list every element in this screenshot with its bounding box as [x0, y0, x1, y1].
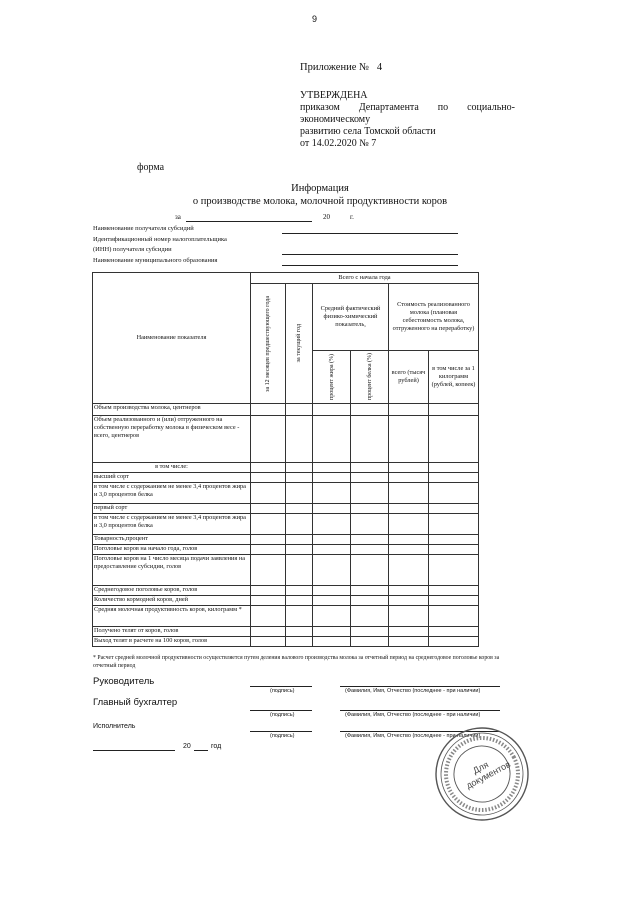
cell[interactable]	[389, 483, 429, 504]
doc-title: Информация	[291, 183, 349, 194]
cell[interactable]	[351, 483, 389, 504]
approval-line2: развитию села Томской области	[300, 126, 436, 137]
cell[interactable]	[351, 606, 389, 627]
municipality-label: Наименование муниципального образования	[93, 257, 218, 264]
cell[interactable]	[313, 637, 351, 647]
cell[interactable]	[313, 463, 351, 473]
period-year-prefix: 20	[323, 213, 330, 221]
col-fat-text: процент жира (%)	[328, 354, 335, 400]
cell[interactable]	[251, 586, 286, 596]
accountant-label: Главный бухгалтер	[93, 697, 178, 708]
stamp-seal	[432, 724, 532, 824]
cell[interactable]	[351, 473, 389, 483]
executor-signature-line[interactable]	[250, 731, 312, 732]
cell[interactable]	[429, 596, 479, 606]
cell[interactable]	[251, 627, 286, 637]
row-label: Среднегодовое поголовье коров, голов	[93, 586, 251, 596]
stamp-text: Для документов	[464, 759, 513, 791]
cell[interactable]	[351, 555, 389, 586]
group-header: Всего с начала года	[251, 273, 479, 284]
cell[interactable]	[313, 514, 351, 535]
period-field[interactable]	[186, 221, 312, 222]
cell[interactable]	[313, 416, 351, 463]
cell[interactable]	[251, 596, 286, 606]
form-label: форма	[137, 162, 165, 173]
appendix-number: 4	[376, 62, 383, 73]
col-physchem-header: Средний фактический физико-химический показатель,	[313, 284, 389, 351]
date-day-line[interactable]	[93, 750, 175, 751]
col-prev12-header	[251, 284, 286, 404]
date-year-line[interactable]	[194, 750, 208, 751]
cell[interactable]	[286, 483, 313, 504]
col-protein-text: процент белка (%)	[366, 353, 373, 401]
cell[interactable]	[251, 535, 286, 545]
executor-signature-caption: (подпись)	[270, 733, 295, 739]
cell[interactable]	[251, 555, 286, 586]
cell[interactable]	[313, 504, 351, 514]
head-name-caption: (Фамилия, Имя, Отчество (последнее - при наличии)	[345, 688, 481, 694]
row-label: Получено телят от коров, голов	[93, 627, 251, 637]
cell[interactable]	[251, 483, 286, 504]
cell[interactable]	[429, 637, 479, 647]
col-fat-header	[313, 351, 351, 404]
cell[interactable]	[389, 473, 429, 483]
row-label: в том числе:	[93, 463, 251, 473]
municipality-field[interactable]	[282, 265, 458, 266]
row-label: в том числе с содержанием не менее 3,4 процентов жира и 3,0 процентов белка	[93, 514, 251, 535]
cell[interactable]	[389, 535, 429, 545]
cell[interactable]	[251, 416, 286, 463]
page-number: 9	[312, 14, 318, 24]
cell[interactable]	[389, 596, 429, 606]
cell[interactable]	[286, 463, 313, 473]
col-current-text: за текущий год	[296, 324, 302, 363]
cell[interactable]	[429, 535, 479, 545]
cell[interactable]	[389, 463, 429, 473]
col-prev12-text: за 12 месяцев предшествующего года	[265, 295, 271, 392]
cell[interactable]	[351, 463, 389, 473]
recipient-name-label: Наименование получателя субсидий	[93, 225, 194, 232]
inn-label: Идентификационный номер налогоплательщика	[93, 236, 227, 243]
cell[interactable]	[286, 404, 313, 416]
cell[interactable]	[286, 416, 313, 463]
approval-block	[300, 90, 515, 150]
period-prefix: за	[175, 213, 181, 221]
date-year-suffix: год	[211, 743, 222, 750]
cell[interactable]	[313, 404, 351, 416]
cell[interactable]	[429, 483, 479, 504]
executor-name-caption: (Фамилия, Имя, Отчество (последнее - при наличии)	[345, 733, 481, 739]
cell[interactable]	[251, 504, 286, 514]
inn-field[interactable]	[282, 254, 458, 255]
cell[interactable]	[251, 473, 286, 483]
cell[interactable]	[351, 416, 389, 463]
recipient-name-field[interactable]	[282, 233, 458, 234]
col-current-header	[286, 284, 313, 404]
cell[interactable]	[429, 555, 479, 586]
row-label: Объем реализованного и (или) отгруженного на собственную переработку молока в физическом весе - всего, центнеров	[93, 416, 251, 463]
row-label: Товарность,процент	[93, 535, 251, 545]
cell[interactable]	[429, 545, 479, 555]
cell[interactable]	[351, 637, 389, 647]
head-name-line[interactable]	[340, 686, 500, 687]
cell[interactable]	[389, 627, 429, 637]
row-label: Средняя молочная продуктивность коров, килограмм *	[93, 606, 251, 627]
cell[interactable]	[389, 606, 429, 627]
row-label: Количество кормодней коров, дней	[93, 596, 251, 606]
row-label: Поголовье коров на 1 число месяца подачи заявления на предоставление субсидии, голов	[93, 555, 251, 586]
cell[interactable]	[389, 404, 429, 416]
cell[interactable]	[286, 535, 313, 545]
cell[interactable]	[351, 514, 389, 535]
cell[interactable]	[313, 606, 351, 627]
cell[interactable]	[389, 555, 429, 586]
row-label: Поголовье коров на начало года, голов	[93, 545, 251, 555]
col-per-kg-header: в том числе за 1 килограмм (рублей, копеек)	[429, 351, 479, 404]
cell[interactable]	[313, 627, 351, 637]
cell[interactable]	[286, 586, 313, 596]
cell[interactable]	[251, 545, 286, 555]
col-cost-header: Стоимость реализованного молока (плановая себестоимость молока, отгруженного на переработку)	[389, 284, 479, 351]
cell[interactable]	[313, 483, 351, 504]
row-label: Выход телят в расчете на 100 коров, голов	[93, 637, 251, 647]
head-signature-line[interactable]	[250, 686, 312, 687]
period-row	[175, 213, 181, 221]
period-year-suffix: г.	[350, 213, 354, 221]
row-label: Объем производства молока, центнеров	[93, 404, 251, 416]
appendix-text: Приложение №	[300, 62, 369, 73]
accountant-signature-line[interactable]	[250, 710, 312, 711]
cell[interactable]	[313, 473, 351, 483]
cell[interactable]	[429, 416, 479, 463]
cell[interactable]	[429, 504, 479, 514]
cell[interactable]	[251, 463, 286, 473]
cell[interactable]	[429, 404, 479, 416]
inn-label-2: (ИНН) получателя субсидии	[93, 246, 172, 253]
cell[interactable]	[389, 504, 429, 514]
cell[interactable]	[429, 463, 479, 473]
row-label: высший сорт	[93, 473, 251, 483]
cell[interactable]	[429, 586, 479, 596]
cell[interactable]	[429, 514, 479, 535]
cell[interactable]	[313, 596, 351, 606]
cell[interactable]	[351, 627, 389, 637]
accountant-name-line[interactable]	[340, 710, 500, 711]
col-total-header: всего (тысяч рублей)	[389, 351, 429, 404]
cell[interactable]	[251, 514, 286, 535]
accountant-name-caption: (Фамилия, Имя, Отчество (последнее - при наличии)	[345, 712, 481, 718]
cell[interactable]	[429, 627, 479, 637]
cell[interactable]	[286, 545, 313, 555]
footnote: * Расчет средней молочной продуктивности осуществляется путем деления валового производства молока за отчетный период на среднегодовое поголовье коров за отчетный период	[93, 655, 500, 669]
cell[interactable]	[389, 545, 429, 555]
cell[interactable]	[313, 555, 351, 586]
row-label: в том числе с содержанием не менее 3,4 процентов жира и 3,0 процентов белка	[93, 483, 251, 504]
cell[interactable]	[389, 637, 429, 647]
date-year-prefix: 20	[183, 743, 191, 750]
accountant-signature-caption: (подпись)	[270, 712, 295, 718]
cell[interactable]	[286, 504, 313, 514]
cell[interactable]	[389, 514, 429, 535]
col-name-header: Наименование показателя	[93, 273, 251, 404]
head-signature-caption: (подпись)	[270, 688, 295, 694]
approval-line1: приказом Департамента по социально-экономическому	[300, 102, 515, 125]
executor-label: Исполнитель	[93, 723, 136, 730]
col-protein-header	[351, 351, 389, 404]
cell[interactable]	[351, 545, 389, 555]
approval-title: УТВЕРЖДЕНА	[300, 90, 368, 101]
cell[interactable]	[389, 416, 429, 463]
doc-subtitle: о производстве молока, молочной продуктивности коров	[192, 196, 448, 207]
head-label: Руководитель	[93, 676, 155, 687]
cell[interactable]	[351, 596, 389, 606]
cell[interactable]	[351, 535, 389, 545]
cell[interactable]	[251, 637, 286, 647]
appendix-label	[300, 62, 382, 73]
cell[interactable]	[286, 514, 313, 535]
cell[interactable]	[429, 606, 479, 627]
cell[interactable]	[313, 535, 351, 545]
cell[interactable]	[429, 473, 479, 483]
cell[interactable]	[389, 586, 429, 596]
cell[interactable]	[286, 596, 313, 606]
cell[interactable]	[351, 586, 389, 596]
cell[interactable]	[313, 586, 351, 596]
cell[interactable]	[351, 404, 389, 416]
cell[interactable]	[251, 606, 286, 627]
cell[interactable]	[313, 545, 351, 555]
cell[interactable]	[286, 555, 313, 586]
row-label: первый сорт	[93, 504, 251, 514]
cell[interactable]	[286, 637, 313, 647]
cell[interactable]	[251, 404, 286, 416]
cell[interactable]	[286, 606, 313, 627]
cell[interactable]	[286, 627, 313, 637]
production-table	[92, 272, 479, 647]
cell[interactable]	[286, 473, 313, 483]
approval-line3: от 14.02.2020 № 7	[300, 138, 377, 149]
cell[interactable]	[351, 504, 389, 514]
